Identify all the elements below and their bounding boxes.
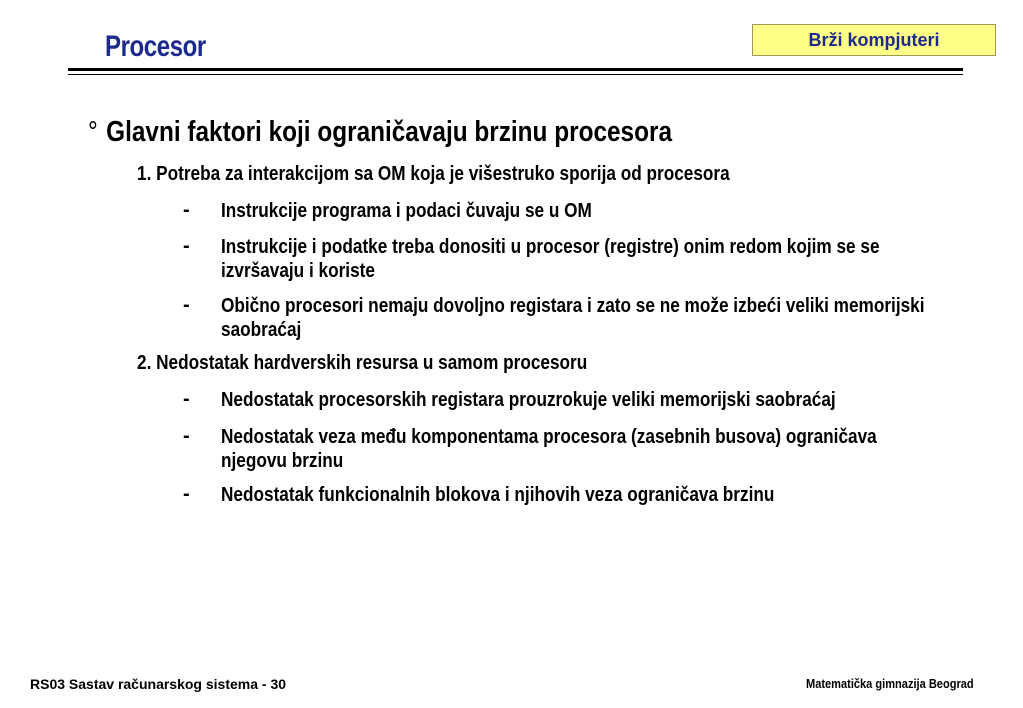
footer-slide-info: RS03 Sastav računarskog sistema - 30 [30, 676, 287, 692]
main-heading-text: Glavni faktori koji ograničavaju brzinu procesora [106, 116, 673, 148]
point-1: 1. Potreba za interakcijom sa OM koja je višestruko sporija od procesora [137, 163, 730, 185]
topic-tag: Brži kompjuteri [752, 24, 996, 56]
dash-bullet-icon: - [183, 199, 190, 221]
point-2-sub-3: Nedostatak funkcionalnih blokova i njihovih veza ograničava brzinu [221, 484, 775, 506]
main-heading [88, 116, 672, 149]
point-2-sub-1: Nedostatak procesorskih registara prouzrokuje veliki memorijski saobraćaj [221, 389, 836, 411]
dash-bullet-icon: - [183, 388, 190, 410]
point-2: 2. Nedostatak hardverskih resursa u samom procesoru [137, 352, 588, 374]
footer-institution: Matematička gimnazija Beograd [806, 676, 974, 691]
dash-bullet-icon: - [183, 294, 190, 316]
title-rule-thin [68, 74, 963, 75]
degree-bullet-icon: ° [88, 116, 98, 148]
point-1-sub-1: Instrukcije programa i podaci čuvaju se u OM [221, 200, 592, 222]
point-1-sub-2: Instrukcije i podatke treba donositi u procesor (registre) onim redom kojim se se izvršavaju i koriste [221, 236, 880, 282]
dash-bullet-icon: - [183, 425, 190, 447]
slide-title: Procesor [105, 30, 206, 63]
dash-bullet-icon: - [183, 235, 190, 257]
point-2-sub-2: Nedostatak veza među komponentama procesora (zasebnih busova) ograničava njegovu brzinu [221, 426, 877, 472]
title-rule-thick [68, 68, 963, 71]
point-1-sub-3: Obično procesori nemaju dovoljno registara i zato se ne može izbeći veliki memorijski saobraćaj [221, 295, 925, 341]
dash-bullet-icon: - [183, 483, 190, 505]
